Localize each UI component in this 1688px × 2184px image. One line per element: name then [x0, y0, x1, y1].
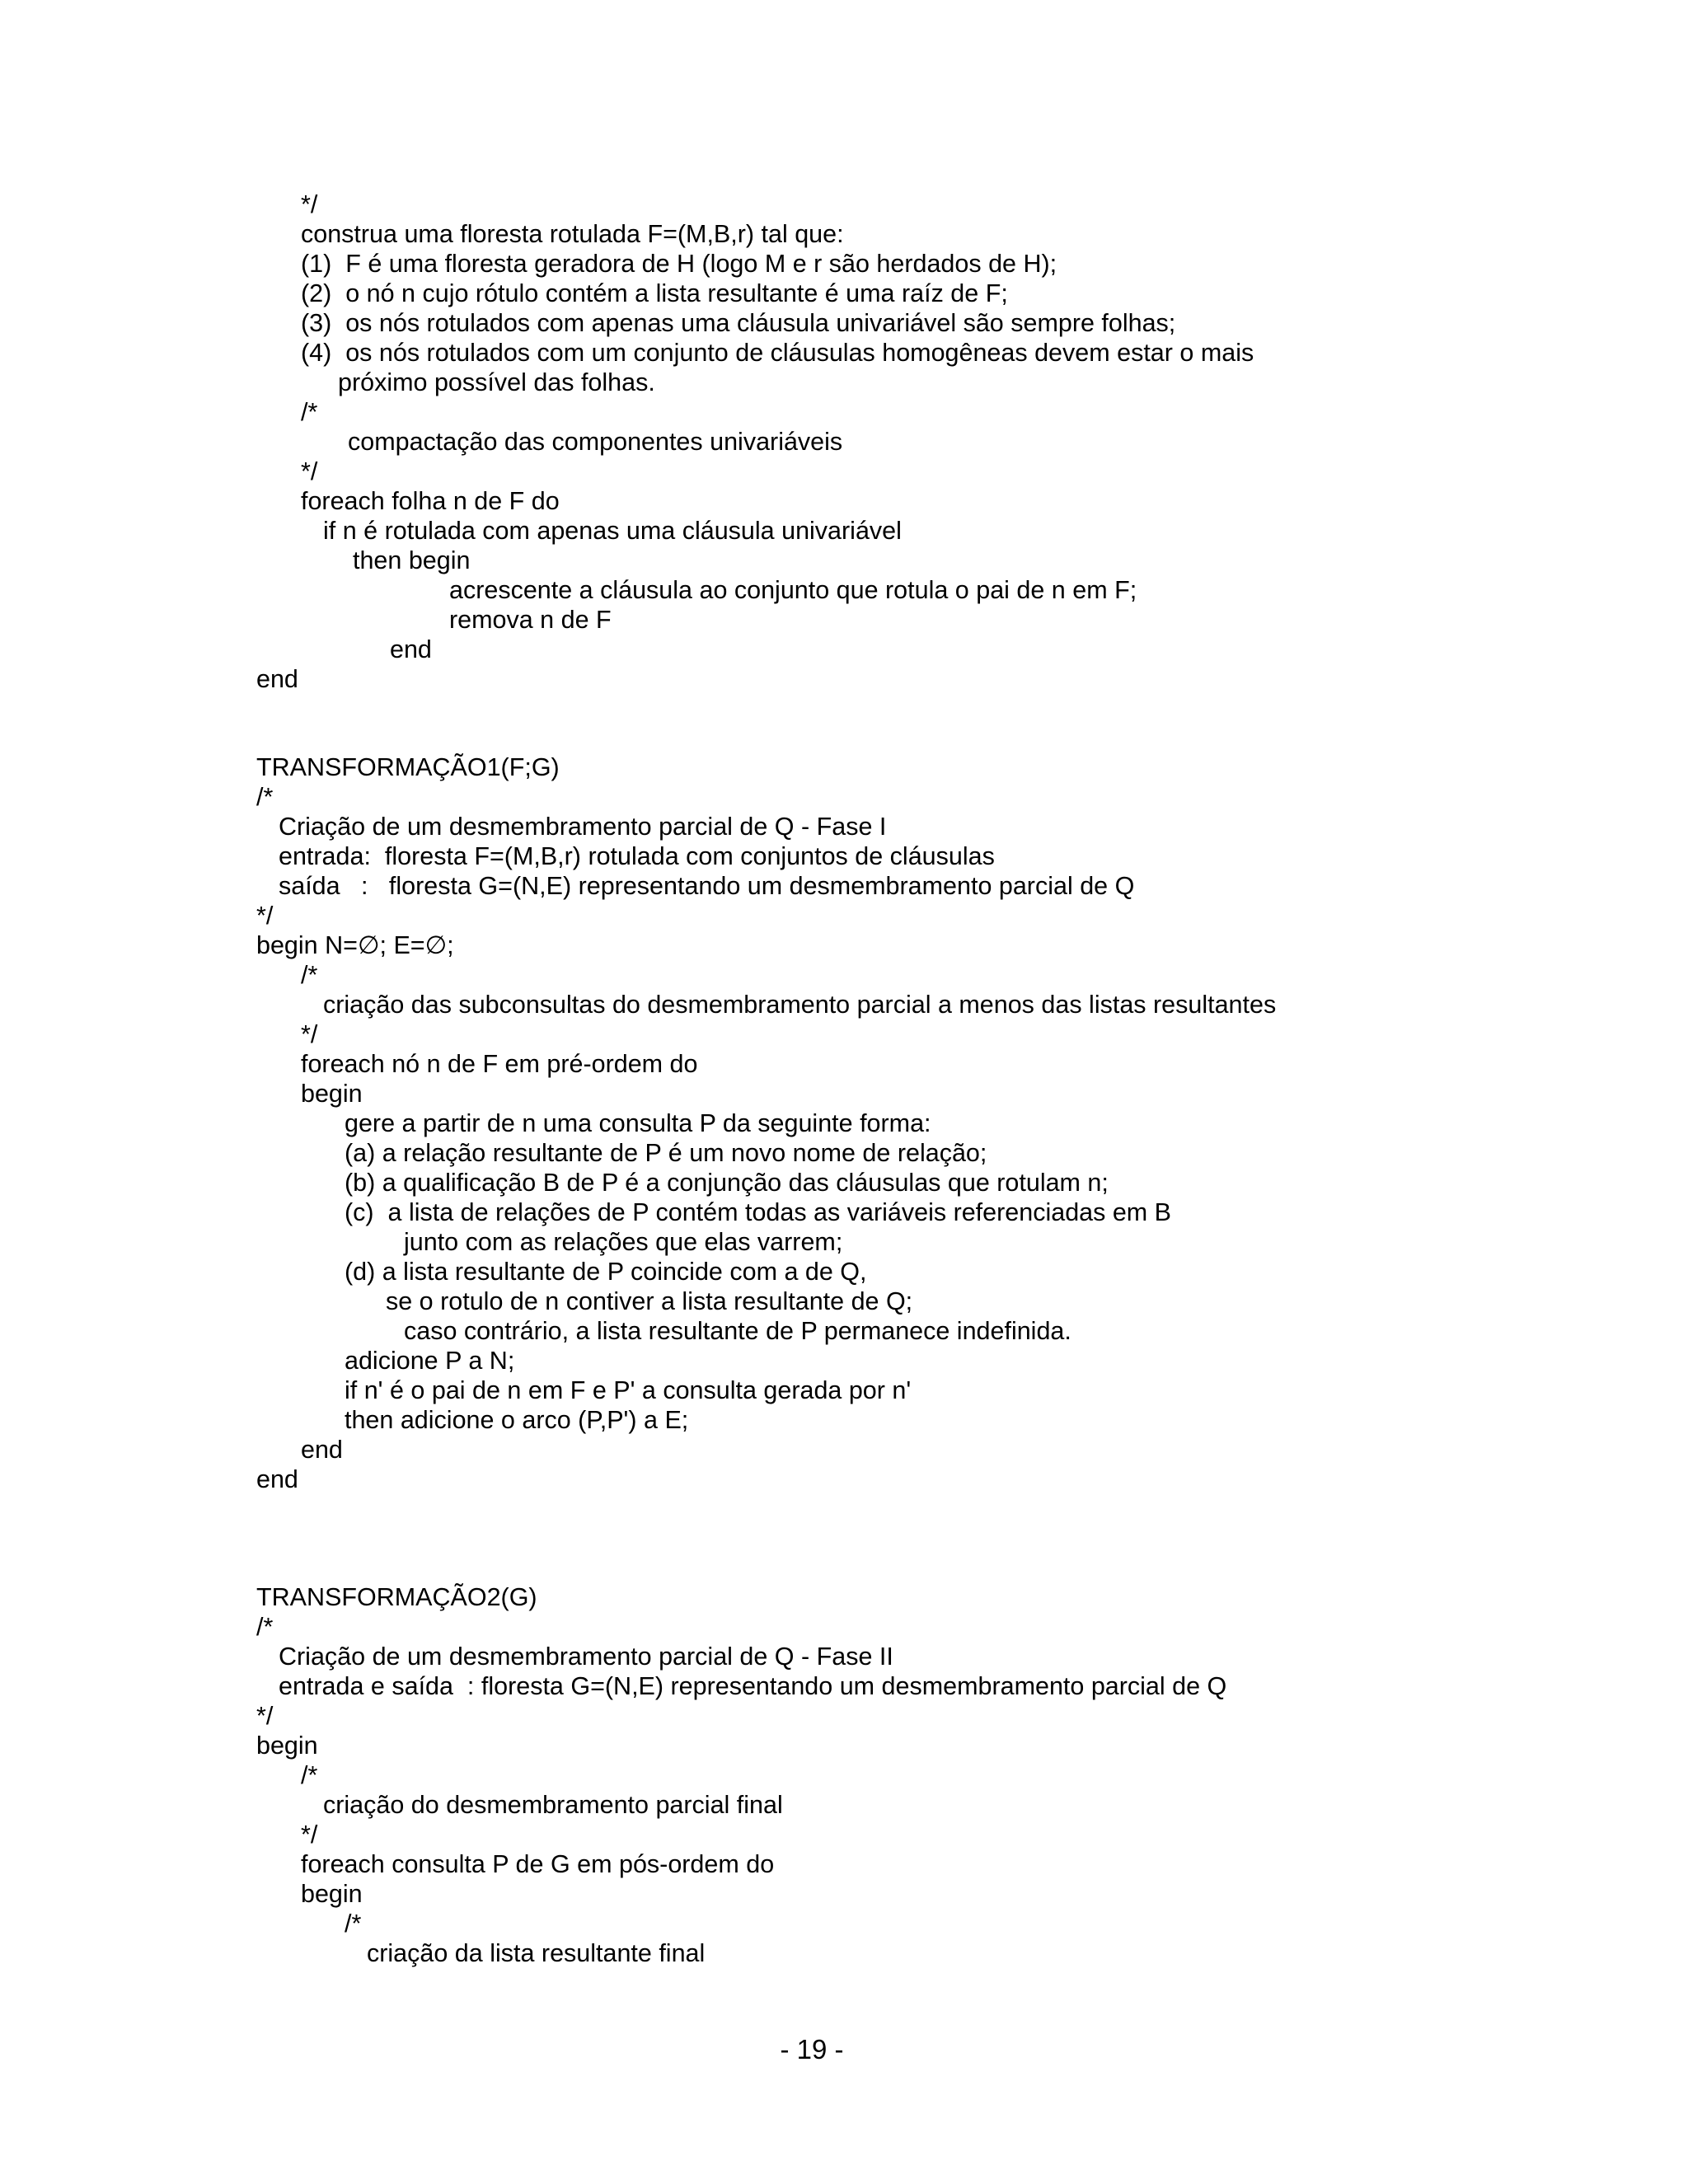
text-line: compactação das componentes univariáveis	[348, 428, 843, 456]
text-line: remova n de F	[449, 606, 612, 634]
text-line: then adicione o arco (P,P') a E;	[345, 1406, 689, 1434]
text-line: (a) a relação resultante de P é um novo nome de relação;	[345, 1139, 987, 1167]
text-line: /*	[301, 1761, 318, 1789]
text-line: (b) a qualificação B de P é a conjunção das cláusulas que rotulam n;	[345, 1169, 1109, 1197]
text-line: caso contrário, a lista resultante de P permanece indefinida.	[404, 1317, 1071, 1345]
text-line: (c) a lista de relações de P contém todas as variáveis referenciadas em B	[345, 1198, 1172, 1226]
text-line: junto com as relações que elas varrem;	[404, 1228, 843, 1256]
text-line: begin N=∅; E=∅;	[256, 931, 454, 959]
text-line: acrescente a cláusula ao conjunto que rotula o pai de n em F;	[449, 576, 1137, 604]
text-line: (4) os nós rotulados com um conjunto de cláusulas homogêneas devem estar o mais	[301, 339, 1254, 367]
text-line: /*	[301, 961, 318, 989]
text-line: then begin	[353, 546, 471, 574]
text-line: se o rotulo de n contiver a lista resultante de Q;	[386, 1287, 913, 1315]
text-line: */	[256, 902, 274, 930]
text-line: begin	[301, 1080, 363, 1108]
text-line: end	[301, 1436, 343, 1464]
page-number: - 19 -	[780, 2034, 844, 2064]
text-line: */	[256, 1702, 274, 1730]
text-line: foreach folha n de F do	[301, 487, 560, 515]
text-line: (2) o nó n cujo rótulo contém a lista resultante é uma raíz de F;	[301, 279, 1008, 307]
text-line: entrada e saída : floresta G=(N,E) representando um desmembramento parcial de Q	[279, 1672, 1227, 1700]
text-line: */	[301, 1020, 318, 1048]
text-line: gere a partir de n uma consulta P da seguinte forma:	[345, 1109, 931, 1137]
text-line: criação da lista resultante final	[367, 1939, 706, 1967]
text-line: construa uma floresta rotulada F=(M,B,r) tal que:	[301, 220, 844, 248]
text-line: próximo possível das folhas.	[338, 368, 655, 396]
text-line: /*	[345, 1910, 362, 1938]
text-line: end	[256, 665, 298, 693]
text-line: */	[301, 190, 318, 218]
text-line: /*	[301, 398, 318, 426]
text-line: criação das subconsultas do desmembramento parcial a menos das listas resultantes	[323, 991, 1277, 1019]
text-line: end	[390, 635, 432, 663]
text-line: TRANSFORMAÇÃO2(G)	[256, 1583, 537, 1611]
text-line: Criação de um desmembramento parcial de Q - Fase I	[279, 813, 887, 841]
text-line: adicione P a N;	[345, 1347, 515, 1375]
text-line: begin	[301, 1880, 363, 1908]
text-line: saída : floresta G=(N,E) representando um desmembramento parcial de Q	[279, 872, 1135, 900]
text-line: entrada: floresta F=(M,B,r) rotulada com conjuntos de cláusulas	[279, 842, 995, 870]
text-line: */	[301, 1821, 318, 1849]
text-line: foreach consulta P de G em pós-ordem do	[301, 1850, 775, 1878]
text-line: begin	[256, 1732, 318, 1760]
text-line: foreach nó n de F em pré-ordem do	[301, 1050, 698, 1078]
text-line: Criação de um desmembramento parcial de Q - Fase II	[279, 1643, 893, 1671]
text-line: /*	[256, 1613, 274, 1641]
text-line: (1) F é uma floresta geradora de H (logo M e r são herdados de H);	[301, 250, 1057, 278]
text-line: (3) os nós rotulados com apenas uma cláusula univariável são sempre folhas;	[301, 309, 1176, 337]
text-line: /*	[256, 783, 274, 811]
text-line: end	[256, 1465, 298, 1493]
text-line: if n' é o pai de n em F e P' a consulta gerada por n'	[345, 1376, 912, 1404]
text-line: */	[301, 457, 318, 485]
text-line: TRANSFORMAÇÃO1(F;G)	[256, 753, 560, 781]
text-line: if n é rotulada com apenas uma cláusula univariável	[323, 517, 902, 545]
text-line: criação do desmembramento parcial final	[323, 1791, 783, 1819]
text-line: (d) a lista resultante de P coincide com a de Q,	[345, 1258, 867, 1286]
